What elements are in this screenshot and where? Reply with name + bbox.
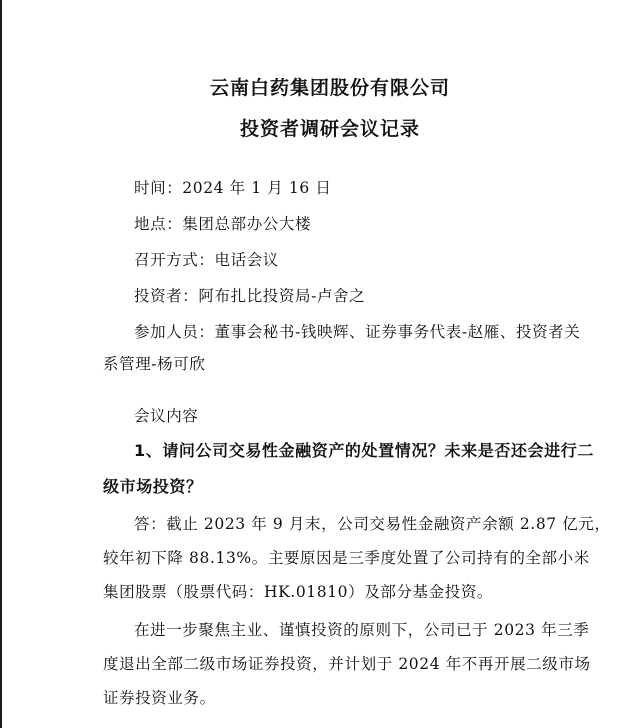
company-title: 云南白药集团股份有限公司 xyxy=(209,77,450,99)
answer-1-p1-line3: 集团股票（股票代码：HK.01810）及部分基金投资。 xyxy=(103,583,494,601)
answer-1-p2-line1: 在进一步聚焦主业、谨慎投资的原则下，公司已于 2023 年三季 xyxy=(134,621,590,639)
meeting-participants-line1: 参加人员：董事会秘书-钱映辉、证券事务代表-赵雁、投资者关 xyxy=(134,323,581,341)
answer-1-p2-line2: 度退出全部二级市场证券投资，并计划于 2024 年不再开展二级市场 xyxy=(103,655,591,673)
meeting-participants-line2: 系管理-杨可欣 xyxy=(103,355,206,373)
meeting-method: 召开方式：电话会议 xyxy=(134,251,279,269)
section-heading: 会议内容 xyxy=(134,407,199,425)
answer-1-p1-line1: 答：截止 2023 年 9 月末，公司交易性金融资产余额 2.87 亿元， xyxy=(134,515,611,533)
page-edge-border xyxy=(0,0,2,728)
meeting-investor: 投资者：阿布扎比投资局-卢舍之 xyxy=(134,287,366,305)
question-1-line1: 1、请问公司交易性金融资产的处置情况？未来是否还会进行二 xyxy=(134,441,594,460)
meeting-time: 时间：2024 年 1 月 16 日 xyxy=(134,179,332,197)
answer-1-p1-line2: 较年初下降 88.13%。主要原因是三季度处置了公司持有的全部小米 xyxy=(103,549,590,567)
answer-1-p2-line3: 证券投资业务。 xyxy=(103,689,216,707)
question-1-line2: 级市场投资？ xyxy=(103,477,203,496)
meeting-location: 地点：集团总部办公大楼 xyxy=(134,215,312,233)
record-title: 投资者调研会议记录 xyxy=(239,118,420,140)
